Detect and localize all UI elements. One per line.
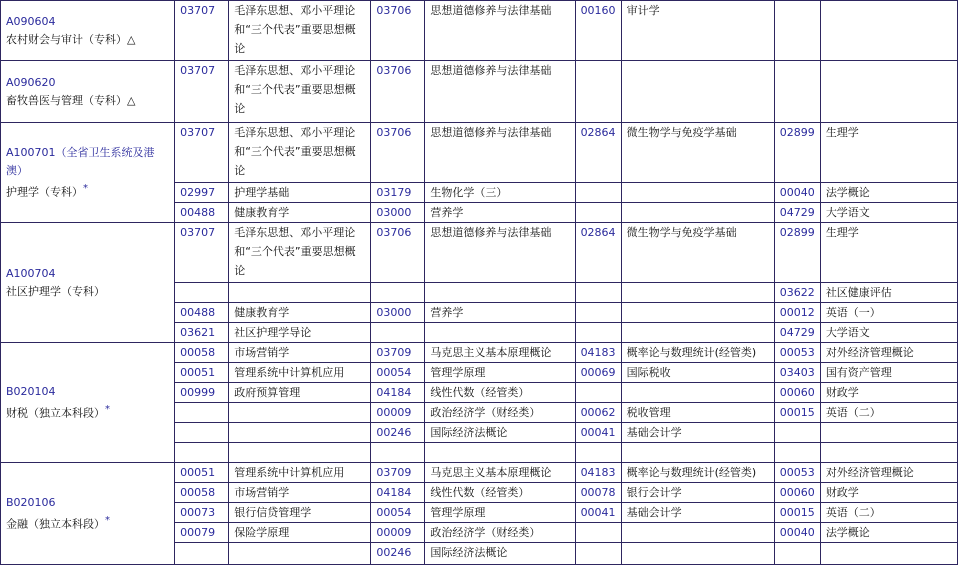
course-code: 00053: [774, 463, 820, 483]
course-code: 03706: [371, 61, 425, 123]
course-code: 00488: [175, 203, 229, 223]
major-name-text: 财税（独立本科段）: [6, 406, 105, 420]
major-name-text: 金融（独立本科段）: [6, 517, 105, 531]
course-code: [575, 383, 621, 403]
course-name: [621, 61, 774, 123]
course-code: [774, 1, 820, 61]
course-code: [575, 543, 621, 565]
course-code: [575, 443, 621, 463]
course-name: 国际税收: [621, 363, 774, 383]
course-code: 00999: [175, 383, 229, 403]
course-name: [229, 283, 371, 303]
required-marker: *: [105, 403, 110, 415]
course-name: 健康教育学: [229, 303, 371, 323]
course-name: [425, 323, 575, 343]
course-name: [621, 203, 774, 223]
course-name: 基础会计学: [621, 423, 774, 443]
course-code: 03621: [175, 323, 229, 343]
course-code: 00160: [575, 1, 621, 61]
course-name: 护理学基础: [229, 183, 371, 203]
major-cell: [1, 123, 175, 223]
course-name: 生理学: [820, 123, 957, 183]
course-name: 思想道德修养与法律基础: [425, 1, 575, 61]
course-name: 管理系统中计算机应用: [229, 363, 371, 383]
course-code: 00060: [774, 483, 820, 503]
course-name: [621, 283, 774, 303]
course-name: [820, 1, 957, 61]
course-code: [575, 61, 621, 123]
major-code: B020104: [6, 384, 56, 398]
course-name: 社区护理学导论: [229, 323, 371, 343]
course-name: 生物化学（三）: [425, 183, 575, 203]
course-code: 00246: [371, 543, 425, 565]
course-name: 审计学: [621, 1, 774, 61]
course-name: [621, 383, 774, 403]
course-name: 政府预算管理: [229, 383, 371, 403]
course-name: 微生物学与免疫学基础: [621, 223, 774, 283]
course-code: 02864: [575, 223, 621, 283]
major-name: [6, 283, 169, 301]
course-code: [774, 443, 820, 463]
major-cell: [1, 1, 175, 61]
course-name: 法学概论: [820, 523, 957, 543]
course-code: 03706: [371, 1, 425, 61]
table-row: [1, 463, 958, 483]
course-code: [575, 283, 621, 303]
course-code: 04729: [774, 203, 820, 223]
course-name: [425, 443, 575, 463]
course-name: 线性代数（经管类）: [425, 483, 575, 503]
table-row: [1, 343, 958, 363]
major-name: [6, 401, 169, 423]
course-name: 政治经济学（财经类）: [425, 523, 575, 543]
course-code: 00054: [371, 503, 425, 523]
major-cell: [1, 61, 175, 123]
course-code: 00058: [175, 483, 229, 503]
course-name: 营养学: [425, 303, 575, 323]
major-code: A100701（全省卫生系统及港澳）: [6, 145, 155, 177]
course-code: 04729: [774, 323, 820, 343]
course-code: 00069: [575, 363, 621, 383]
table-row: [1, 123, 958, 183]
course-code: 00015: [774, 503, 820, 523]
course-code: [575, 183, 621, 203]
required-marker: *: [83, 182, 88, 194]
course-name: 线性代数（经管类）: [425, 383, 575, 403]
course-name: [820, 423, 957, 443]
course-name: 概率论与数理统计(经管类): [621, 343, 774, 363]
course-name: [229, 403, 371, 423]
table-row: [1, 223, 958, 283]
major-cell: [1, 343, 175, 463]
course-name: [621, 523, 774, 543]
course-code: [175, 283, 229, 303]
course-name: 社区健康评估: [820, 283, 957, 303]
course-name: 财政学: [820, 383, 957, 403]
table-row: [1, 61, 958, 123]
major-code: B020106: [6, 495, 56, 509]
major-name: [6, 180, 169, 202]
course-code: 00246: [371, 423, 425, 443]
course-code: 03707: [175, 61, 229, 123]
course-code: [575, 303, 621, 323]
course-code: [774, 61, 820, 123]
course-code: 04183: [575, 463, 621, 483]
course-name: [425, 283, 575, 303]
course-name: 毛泽东思想、邓小平理论和“三个代表”重要思想概论: [229, 123, 371, 183]
course-name: 大学语文: [820, 203, 957, 223]
course-name: 基础会计学: [621, 503, 774, 523]
course-name: 营养学: [425, 203, 575, 223]
course-name: [820, 443, 957, 463]
course-code: 00078: [575, 483, 621, 503]
course-code: 04184: [371, 383, 425, 403]
major-code: A090604: [6, 14, 56, 28]
table-row: [1, 1, 958, 61]
required-marker: *: [105, 514, 110, 526]
course-name: 健康教育学: [229, 203, 371, 223]
course-code: 03403: [774, 363, 820, 383]
course-code: 03000: [371, 303, 425, 323]
course-code: [175, 543, 229, 565]
course-code: 03179: [371, 183, 425, 203]
course-code: 03707: [175, 223, 229, 283]
course-name: [621, 303, 774, 323]
course-code: 00041: [575, 503, 621, 523]
course-code: 00041: [575, 423, 621, 443]
course-code: 03622: [774, 283, 820, 303]
course-name: 英语（一）: [820, 303, 957, 323]
course-name: [621, 543, 774, 565]
course-code: 03707: [175, 123, 229, 183]
course-code: 00058: [175, 343, 229, 363]
course-code: [175, 423, 229, 443]
course-name: 思想道德修养与法律基础: [425, 123, 575, 183]
course-name: [820, 61, 957, 123]
course-code: [575, 323, 621, 343]
course-code: 04183: [575, 343, 621, 363]
course-code: [175, 403, 229, 423]
major-name-text: 护理学（专科）: [6, 185, 83, 199]
course-name: 毛泽东思想、邓小平理论和“三个代表”重要思想概论: [229, 61, 371, 123]
major-code: A100704: [6, 266, 56, 280]
major-cell: [1, 463, 175, 565]
course-code: 00012: [774, 303, 820, 323]
course-code: 03707: [175, 1, 229, 61]
course-code: 02864: [575, 123, 621, 183]
course-code: 02899: [774, 123, 820, 183]
course-code: 00060: [774, 383, 820, 403]
course-code: [575, 523, 621, 543]
course-name: 管理学原理: [425, 363, 575, 383]
major-name-text: 社区护理学（专科）: [6, 284, 105, 298]
major-name: [6, 92, 169, 110]
course-code: 03706: [371, 223, 425, 283]
course-name: 国际经济法概论: [425, 543, 575, 565]
course-code: 00040: [774, 523, 820, 543]
course-name: 马克思主义基本原理概论: [425, 343, 575, 363]
course-name: 对外经济管理概论: [820, 463, 957, 483]
course-code: 00062: [575, 403, 621, 423]
major-name: [6, 512, 169, 534]
course-code: 03000: [371, 203, 425, 223]
course-name: 财政学: [820, 483, 957, 503]
course-name: 管理系统中计算机应用: [229, 463, 371, 483]
course-name: 国有资产管理: [820, 363, 957, 383]
course-code: 00009: [371, 403, 425, 423]
course-code: 00073: [175, 503, 229, 523]
course-name: 管理学原理: [425, 503, 575, 523]
course-code: 00053: [774, 343, 820, 363]
course-name: [820, 543, 957, 565]
course-name: [229, 543, 371, 565]
course-name: 英语（二）: [820, 503, 957, 523]
course-code: 00051: [175, 463, 229, 483]
course-name: 毛泽东思想、邓小平理论和“三个代表”重要思想概论: [229, 223, 371, 283]
course-name: 对外经济管理概论: [820, 343, 957, 363]
course-name: 毛泽东思想、邓小平理论和“三个代表”重要思想概论: [229, 1, 371, 61]
course-name: 保险学原理: [229, 523, 371, 543]
course-name: [621, 323, 774, 343]
course-name: 税收管理: [621, 403, 774, 423]
course-name: [621, 443, 774, 463]
course-name: 生理学: [820, 223, 957, 283]
course-code: 00051: [175, 363, 229, 383]
course-code: 03706: [371, 123, 425, 183]
course-name: 大学语文: [820, 323, 957, 343]
course-code: 04184: [371, 483, 425, 503]
course-name: 法学概论: [820, 183, 957, 203]
course-code: 03709: [371, 463, 425, 483]
course-name: 微生物学与免疫学基础: [621, 123, 774, 183]
course-name: [621, 183, 774, 203]
major-name: [6, 31, 169, 49]
course-code: 03709: [371, 343, 425, 363]
course-name: 政治经济学（财经类）: [425, 403, 575, 423]
major-code: A090620: [6, 75, 56, 89]
course-code: 00040: [774, 183, 820, 203]
major-name-text: 畜牧兽医与管理（专科）△: [6, 93, 136, 107]
course-code: 00079: [175, 523, 229, 543]
course-code: [371, 283, 425, 303]
course-name: [229, 423, 371, 443]
course-name: 银行会计学: [621, 483, 774, 503]
course-code: [774, 423, 820, 443]
course-code: 00015: [774, 403, 820, 423]
course-name: 概率论与数理统计(经管类): [621, 463, 774, 483]
course-code: 00488: [175, 303, 229, 323]
course-name: 银行信贷管理学: [229, 503, 371, 523]
course-code: 02899: [774, 223, 820, 283]
course-name: 市场营销学: [229, 483, 371, 503]
course-name: 思想道德修养与法律基础: [425, 223, 575, 283]
major-cell: [1, 223, 175, 343]
course-name: 马克思主义基本原理概论: [425, 463, 575, 483]
course-code: [371, 443, 425, 463]
course-code: [175, 443, 229, 463]
course-code: 00054: [371, 363, 425, 383]
course-name: 市场营销学: [229, 343, 371, 363]
course-code: [371, 323, 425, 343]
course-name: 英语（二）: [820, 403, 957, 423]
course-code: [774, 543, 820, 565]
course-code: 02997: [175, 183, 229, 203]
course-name: [229, 443, 371, 463]
course-name: 思想道德修养与法律基础: [425, 61, 575, 123]
course-code: 00009: [371, 523, 425, 543]
course-name: 国际经济法概论: [425, 423, 575, 443]
major-name-text: 农村财会与审计（专科）△: [6, 32, 136, 46]
course-code: [575, 203, 621, 223]
